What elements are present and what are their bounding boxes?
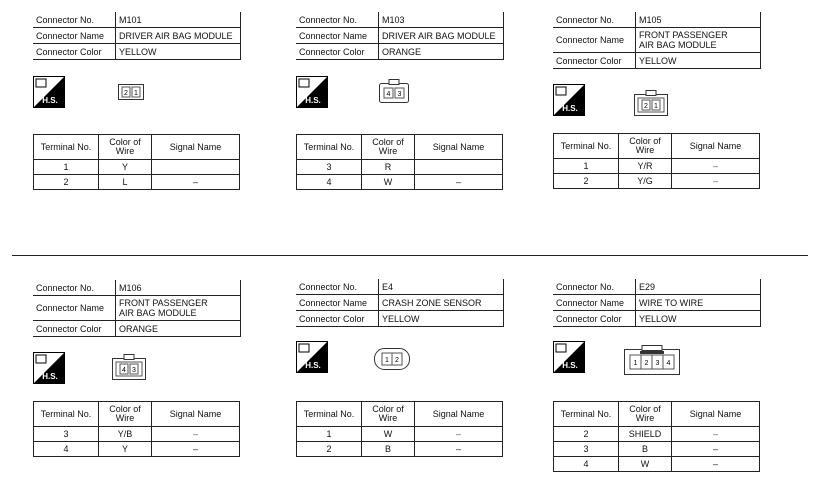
table-row xyxy=(554,174,760,189)
table-row xyxy=(554,457,760,472)
pin-label: 2 xyxy=(644,360,649,367)
col-terminal-no: Terminal No. xyxy=(297,402,362,427)
terminal-table xyxy=(553,401,760,472)
pin-label: 4 xyxy=(386,91,391,98)
wire-color: Y/R xyxy=(619,159,672,174)
terminal-no: 4 xyxy=(34,442,99,457)
signal-name: – xyxy=(672,442,760,457)
terminal-no: 1 xyxy=(297,427,362,442)
terminal-no: 3 xyxy=(297,160,362,175)
label-connector-color: Connector Color xyxy=(33,44,116,60)
pin-label: 2 xyxy=(395,357,399,364)
connector-color: YELLOW xyxy=(116,44,241,60)
connector-face-icon xyxy=(374,346,410,372)
label-connector-color: Connector Color xyxy=(33,321,116,337)
connector-block-m103 xyxy=(296,12,504,60)
pin-label: 4 xyxy=(122,367,126,374)
hs-label: H.S. xyxy=(42,96,58,105)
wire-color: Y xyxy=(99,442,152,457)
connector-no: M101 xyxy=(116,12,241,28)
connector-block-e29 xyxy=(553,279,761,327)
table-row xyxy=(554,442,760,457)
connector-block-m101 xyxy=(33,12,241,60)
pin-label: 2 xyxy=(124,90,128,97)
connector-no: M103 xyxy=(379,12,504,28)
hs-label: H.S. xyxy=(42,372,58,381)
connector-name: DRIVER AIR BAG MODULE xyxy=(379,28,504,44)
wire-color: Y/G xyxy=(619,174,672,189)
label-connector-name: Connector Name xyxy=(296,28,379,44)
pin-label: 3 xyxy=(132,367,136,374)
col-terminal-no: Terminal No. xyxy=(34,402,99,427)
terminal-table xyxy=(33,134,240,190)
label-connector-no: Connector No. xyxy=(553,279,636,295)
signal-name: – xyxy=(672,159,760,174)
signal-name xyxy=(152,160,240,175)
label-connector-name: Connector Name xyxy=(33,296,116,321)
col-terminal-no: Terminal No. xyxy=(34,135,99,160)
connector-name: WIRE TO WIRE xyxy=(636,295,761,311)
terminal-no: 1 xyxy=(554,159,619,174)
col-color-of-wire: Color of Wire xyxy=(99,135,152,160)
wire-color: W xyxy=(362,175,415,190)
hs-icon xyxy=(33,76,65,108)
label-connector-color: Connector Color xyxy=(296,44,379,60)
connector-no: M106 xyxy=(116,280,241,296)
label-connector-name: Connector Name xyxy=(553,28,636,53)
terminal-no: 2 xyxy=(554,427,619,442)
terminal-no: 4 xyxy=(554,457,619,472)
table-row xyxy=(34,427,240,442)
connector-face-icon xyxy=(379,79,409,103)
connector-face-icon xyxy=(118,84,144,100)
terminal-table xyxy=(553,133,760,189)
hs-icon xyxy=(33,352,65,384)
wire-color: W xyxy=(362,427,415,442)
connector-info-table xyxy=(33,12,241,60)
pin-label: 1 xyxy=(633,360,638,367)
connector-color: YELLOW xyxy=(636,53,761,69)
col-terminal-no: Terminal No. xyxy=(554,134,619,159)
terminal-no: 2 xyxy=(34,175,99,190)
connector-block-m105 xyxy=(553,12,761,69)
table-row xyxy=(554,159,760,174)
hs-label: H.S. xyxy=(562,104,578,113)
connector-block-e4 xyxy=(296,279,504,327)
connector-info-table xyxy=(296,12,504,60)
connector-color: ORANGE xyxy=(379,44,504,60)
table-row xyxy=(297,175,503,190)
terminal-table xyxy=(296,401,503,457)
connector-name: FRONT PASSENGER AIR BAG MODULE xyxy=(636,28,761,53)
label-connector-color: Connector Color xyxy=(553,53,636,69)
col-terminal-no: Terminal No. xyxy=(554,402,619,427)
col-signal-name: Signal Name xyxy=(672,402,760,427)
col-signal-name: Signal Name xyxy=(415,135,503,160)
col-color-of-wire: Color of Wire xyxy=(99,402,152,427)
table-row xyxy=(554,427,760,442)
connector-no: M105 xyxy=(636,12,761,28)
signal-name: – xyxy=(712,176,718,186)
label-connector-no: Connector No. xyxy=(553,12,636,28)
col-signal-name: Signal Name xyxy=(672,134,760,159)
section-divider xyxy=(12,255,808,256)
connector-no: E29 xyxy=(636,279,761,295)
col-color-of-wire: Color of Wire xyxy=(362,402,415,427)
connector-face-icon xyxy=(112,354,146,380)
connector-info-table xyxy=(553,12,761,69)
pin-label: 3 xyxy=(655,360,660,367)
hs-icon xyxy=(296,341,328,373)
pin-label: 1 xyxy=(134,90,138,97)
table-row xyxy=(297,427,503,442)
pin-label: 2 xyxy=(644,103,648,110)
label-connector-no: Connector No. xyxy=(296,12,379,28)
col-color-of-wire: Color of Wire xyxy=(362,135,415,160)
col-color-of-wire: Color of Wire xyxy=(619,134,672,159)
signal-name: – xyxy=(192,177,198,187)
terminal-no: 2 xyxy=(297,442,362,457)
signal-name: – xyxy=(712,459,718,469)
wire-color: SHIELD xyxy=(619,427,672,442)
signal-name: – xyxy=(672,427,760,442)
pin-label: 4 xyxy=(666,360,671,367)
signal-name: – xyxy=(152,427,240,442)
table-row xyxy=(297,160,503,175)
terminal-table xyxy=(33,401,240,457)
table-row xyxy=(34,175,240,190)
label-connector-name: Connector Name xyxy=(553,295,636,311)
terminal-no: 3 xyxy=(554,442,619,457)
col-signal-name: Signal Name xyxy=(152,135,240,160)
label-connector-color: Connector Color xyxy=(553,311,636,327)
wire-color: W xyxy=(619,457,672,472)
connector-info-table xyxy=(33,280,241,337)
terminal-table xyxy=(296,134,503,190)
wire-color: B xyxy=(619,442,672,457)
signal-name: – xyxy=(192,444,198,454)
table-row xyxy=(34,160,240,175)
col-color-of-wire: Color of Wire xyxy=(619,402,672,427)
hs-icon xyxy=(296,76,328,108)
wire-color: B xyxy=(362,442,415,457)
connector-name: CRASH ZONE SENSOR xyxy=(379,295,504,311)
connector-color: YELLOW xyxy=(379,311,504,327)
connector-info-table xyxy=(553,279,761,327)
connector-face-icon xyxy=(624,345,680,375)
label-connector-no: Connector No. xyxy=(33,280,116,296)
connector-name: FRONT PASSENGER AIR BAG MODULE xyxy=(116,296,241,321)
pin-label: 3 xyxy=(397,91,402,98)
wire-color: R xyxy=(362,160,415,175)
terminal-no: 2 xyxy=(554,174,619,189)
col-terminal-no: Terminal No. xyxy=(297,135,362,160)
connector-name: DRIVER AIR BAG MODULE xyxy=(116,28,241,44)
table-row xyxy=(297,442,503,457)
signal-name: – xyxy=(415,427,503,442)
label-connector-name: Connector Name xyxy=(296,295,379,311)
connector-info-table xyxy=(296,279,504,327)
connector-no: E4 xyxy=(379,279,504,295)
pin-label: 1 xyxy=(385,357,389,364)
hs-icon xyxy=(553,84,585,116)
col-signal-name: Signal Name xyxy=(415,402,503,427)
terminal-no: 3 xyxy=(34,427,99,442)
hs-label: H.S. xyxy=(562,361,578,370)
label-connector-color: Connector Color xyxy=(296,311,379,327)
label-connector-name: Connector Name xyxy=(33,28,116,44)
table-row xyxy=(34,442,240,457)
terminal-no: 1 xyxy=(34,160,99,175)
wire-color: Y/B xyxy=(99,427,152,442)
connector-face-icon xyxy=(634,90,668,116)
connector-color: ORANGE xyxy=(116,321,241,337)
connector-color: YELLOW xyxy=(636,311,761,327)
connector-block-m106 xyxy=(33,280,241,337)
hs-icon xyxy=(553,341,585,373)
wire-color: Y xyxy=(99,160,152,175)
signal-name: – xyxy=(455,177,461,187)
wire-color: L xyxy=(99,175,152,190)
hs-label: H.S. xyxy=(305,96,321,105)
label-connector-no: Connector No. xyxy=(296,279,379,295)
label-connector-no: Connector No. xyxy=(33,12,116,28)
col-signal-name: Signal Name xyxy=(152,402,240,427)
hs-label: H.S. xyxy=(305,361,321,370)
terminal-no: 4 xyxy=(297,175,362,190)
signal-name: – xyxy=(455,444,461,454)
signal-name xyxy=(415,160,503,175)
pin-label: 1 xyxy=(654,103,658,110)
